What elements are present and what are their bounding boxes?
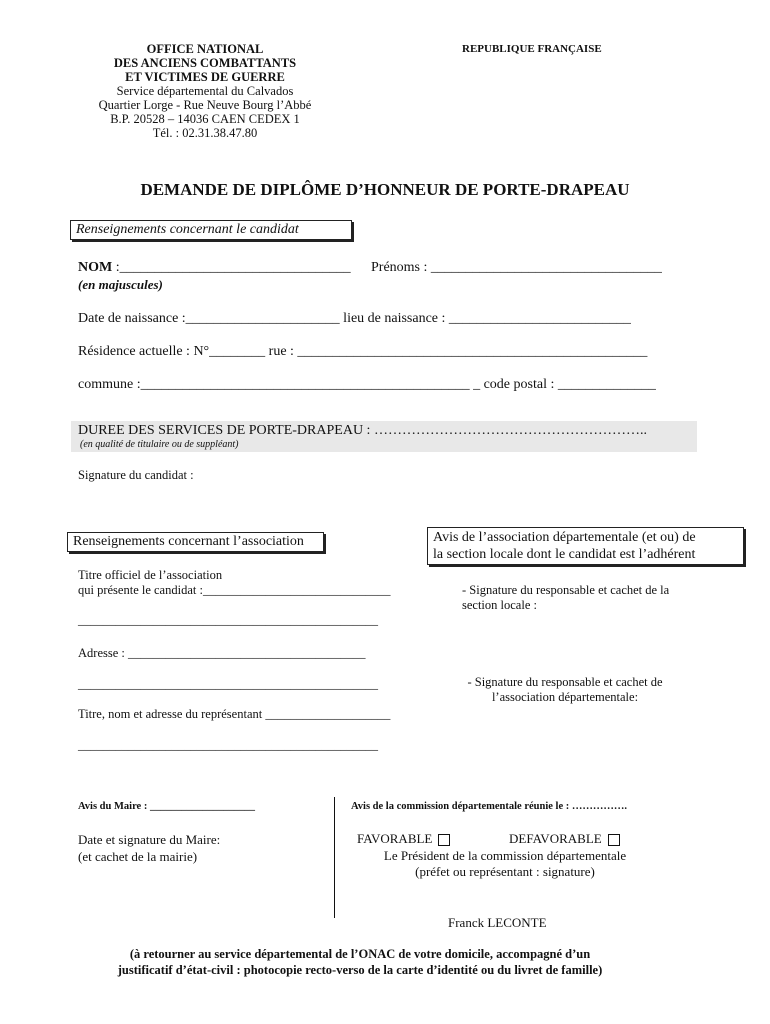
nom-label: NOM (78, 260, 113, 275)
majuscules-note: (en majuscules) (78, 277, 163, 292)
footer-line-1: (à retourner au service départemental de l’ONAC de votre domicile, accompagné d’un (129, 947, 591, 961)
avis-commission-field[interactable]: Avis de la commission départementale réunie le : ……………. (351, 801, 627, 812)
maire-cachet: (et cachet de la mairie) (78, 849, 198, 864)
avis-assoc-line-1: Avis de l’association départementale (et ou) de (433, 530, 696, 545)
office-header (70, 42, 340, 140)
adresse-assoc-field[interactable]: Adresse : ______________________________________ (78, 646, 366, 660)
president-signature[interactable] (340, 848, 670, 880)
duree-field[interactable]: DUREE DES SERVICES DE PORTE-DRAPEAU : ………………………………………………….. (78, 423, 647, 438)
commune-field[interactable]: commune :_______________________________________________ _ code postal : ______________ (78, 377, 656, 392)
sig-dept-line-2: l’association départementale: (491, 690, 639, 704)
representant-field[interactable]: Titre, nom et adresse du représentant ____________________ (78, 707, 391, 721)
defavorable-label: DEFAVORABLE (509, 831, 602, 846)
favorable-label: FAVORABLE (357, 831, 433, 846)
section-association-label: Renseignements concernant l’association (67, 532, 324, 552)
adresse-assoc-line-2[interactable]: ________________________________________________ (78, 677, 378, 691)
sig-locale-line-2[interactable]: section locale : (462, 598, 537, 612)
page-title: DEMANDE DE DIPLÔME D’HONNEUR DE PORTE-DRAPEAU (140, 180, 630, 199)
address-line-2: B.P. 20528 – 14036 CAEN CEDEX 1 (110, 112, 300, 126)
titre-assoc-field[interactable]: qui présente le candidat :______________________________ (78, 583, 391, 597)
favorable-checkbox[interactable] (438, 834, 450, 846)
footer-line-2: justificatif d’état-civil : photocopie recto-verso de la carte d’identité ou du livret de famille) (117, 963, 603, 977)
titre-assoc-line-2[interactable]: ________________________________________________ (78, 613, 378, 627)
org-line-1: OFFICE NATIONAL (146, 42, 264, 56)
representant-line-2[interactable]: ________________________________________________ (78, 738, 378, 752)
signature-candidat[interactable]: Signature du candidat : (78, 468, 194, 482)
republique-header: REPUBLIQUE FRANÇAISE (462, 43, 602, 55)
prenoms-field[interactable]: Prénoms : _________________________________ (371, 260, 662, 275)
defavorable-option[interactable] (509, 831, 620, 847)
favorable-option[interactable] (357, 831, 450, 847)
avis-maire-field[interactable]: Avis du Maire : ____________________ (78, 801, 255, 812)
residence-field[interactable]: Résidence actuelle : N°________ rue : __________________________________________________ (78, 344, 648, 359)
column-divider (334, 797, 335, 918)
section-candidat-label: Renseignements concernant le candidat (70, 220, 352, 240)
president-line: Le Président de la commission départementale (383, 848, 627, 863)
footer-instructions (0, 946, 720, 978)
service-line: Service départemental du Calvados (116, 84, 294, 98)
address-line-1: Quartier Lorge - Rue Neuve Bourg l’Abbé (98, 98, 312, 112)
avis-assoc-line-2: la section locale dont le candidat est l’adhérent (433, 547, 696, 562)
maire-date-signature[interactable]: Date et signature du Maire: (78, 832, 221, 847)
nom-field[interactable] (78, 260, 351, 276)
titre-assoc-line-1: Titre officiel de l’association (78, 568, 223, 582)
sig-dept-line-1: - Signature du responsable et cachet de (467, 675, 663, 689)
duree-note: (en qualité de titulaire ou de suppléant) (80, 439, 239, 450)
org-line-2: DES ANCIENS COMBATTANTS (113, 56, 297, 70)
sig-departementale[interactable] (440, 675, 690, 705)
nom-blank: :_________________________________ (112, 260, 351, 275)
naissance-field[interactable]: Date de naissance :______________________ lieu de naissance : __________________________ (78, 311, 631, 326)
sig-locale-line-1: - Signature du responsable et cachet de la (462, 583, 670, 597)
org-line-3: ET VICTIMES DE GUERRE (125, 70, 285, 84)
prefet-line: (préfet ou représentant : signature) (415, 864, 595, 879)
signataire-name: Franck LECONTE (448, 915, 547, 930)
avis-association-box (427, 527, 744, 565)
defavorable-checkbox[interactable] (608, 834, 620, 846)
phone-line: Tél. : 02.31.38.47.80 (152, 126, 258, 140)
